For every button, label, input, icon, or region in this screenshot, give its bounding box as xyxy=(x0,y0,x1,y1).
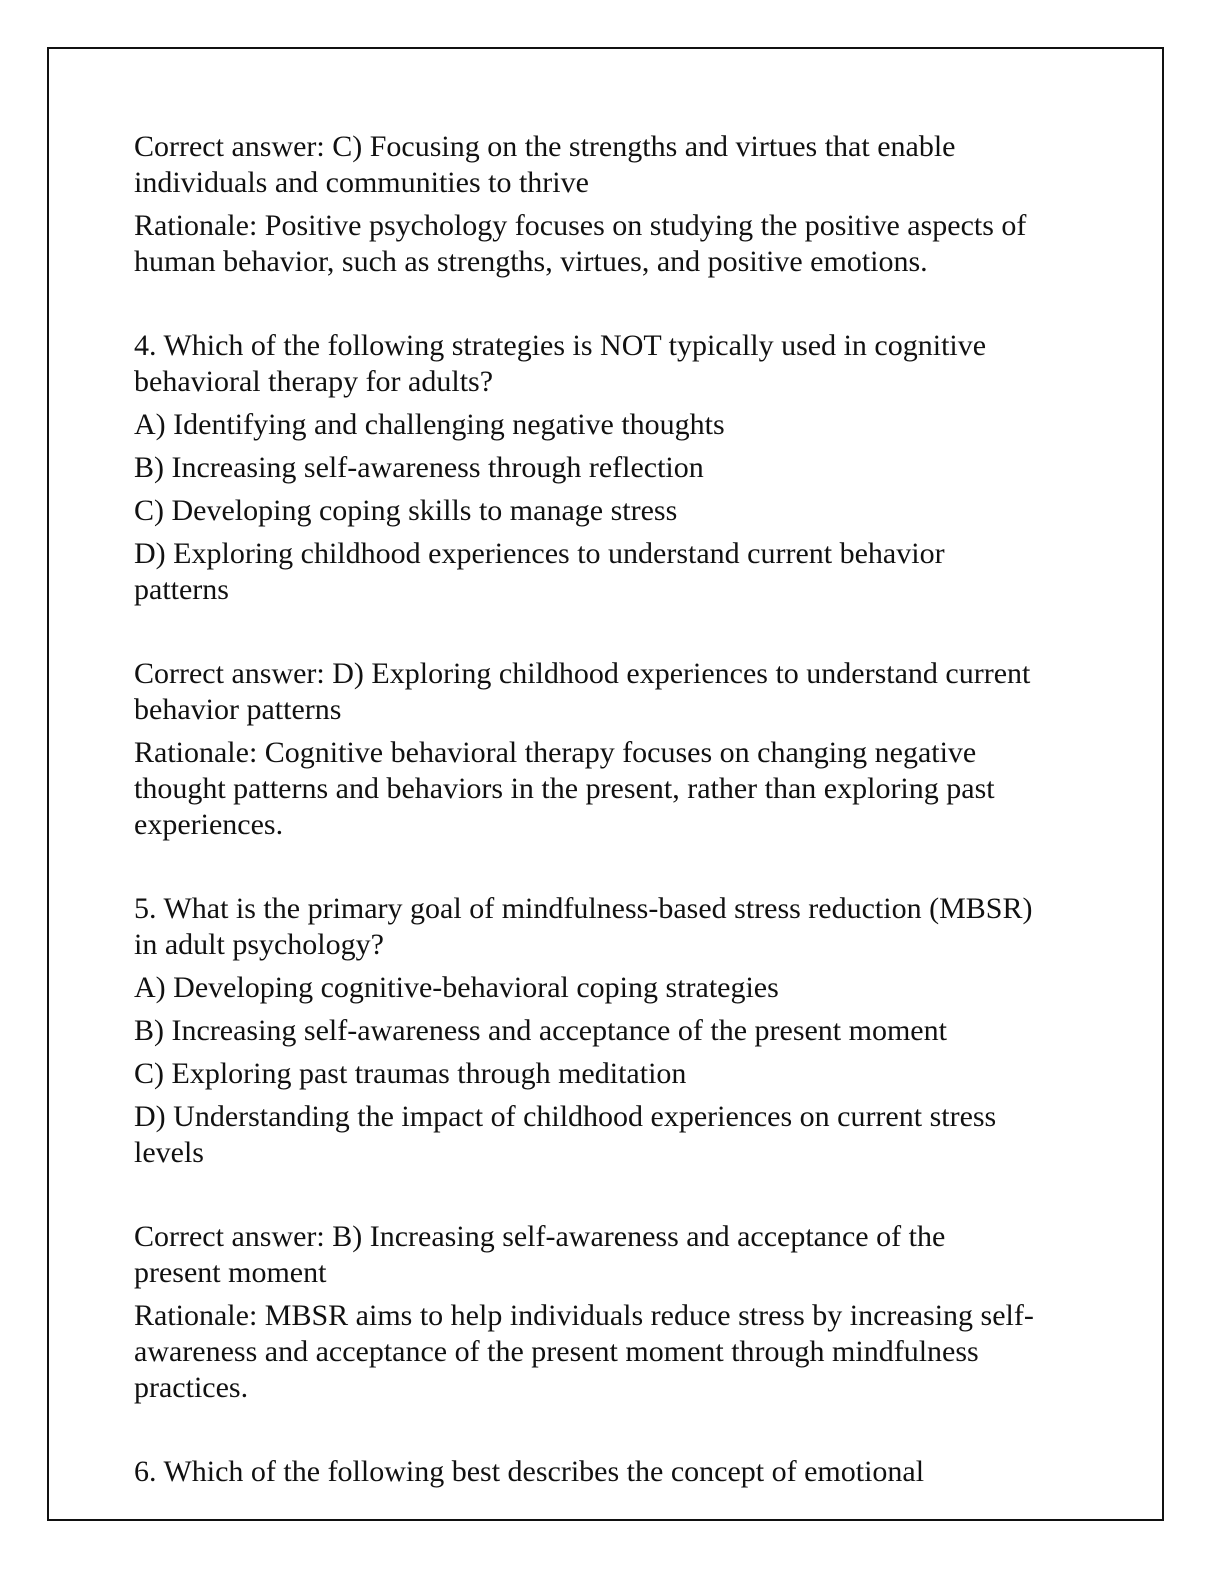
document-content xyxy=(134,129,1034,1497)
question-6: 6. Which of the following best describes the concept of emotional xyxy=(134,1455,925,1488)
rationale-q5: Rationale: MBSR aims to help individuals reduce stress by increasing self-awareness and acceptance of the present moment through mindfulness practices. xyxy=(134,1299,1034,1404)
spacer xyxy=(134,287,1034,328)
option-q5-d: D) Understanding the impact of childhood experiences on current stress levels xyxy=(134,1100,997,1169)
page-frame xyxy=(47,47,1164,1521)
question-5: 5. What is the primary goal of mindfulness-based stress reduction (MBSR) in adult psychology? xyxy=(134,892,1033,961)
spacer xyxy=(134,1413,1034,1454)
spacer xyxy=(134,1178,1034,1219)
option-q4-b: B) Increasing self-awareness through reflection xyxy=(134,451,704,484)
option-q4-d: D) Exploring childhood experiences to understand current behavior patterns xyxy=(134,537,945,606)
correct-answer-q5: Correct answer: B) Increasing self-awareness and acceptance of the present moment xyxy=(134,1220,946,1289)
rationale-q4: Rationale: Cognitive behavioral therapy focuses on changing negative thought patterns and behaviors in the present, rather than exploring past experiences. xyxy=(134,736,995,841)
option-q4-c: C) Developing coping skills to manage stress xyxy=(134,494,678,527)
spacer xyxy=(134,850,1034,891)
correct-answer-q4: Correct answer: D) Exploring childhood experiences to understand current behavior patterns xyxy=(134,657,1031,726)
option-q5-c: C) Exploring past traumas through meditation xyxy=(134,1057,687,1090)
correct-answer-q3: Correct answer: C) Focusing on the strengths and virtues that enable individuals and communities to thrive xyxy=(134,130,956,199)
spacer xyxy=(134,615,1034,656)
option-q4-a: A) Identifying and challenging negative thoughts xyxy=(134,408,725,441)
option-q5-b: B) Increasing self-awareness and acceptance of the present moment xyxy=(134,1014,947,1047)
question-4: 4. Which of the following strategies is NOT typically used in cognitive behavioral therapy for adults? xyxy=(134,329,987,398)
option-q5-a: A) Developing cognitive-behavioral coping strategies xyxy=(134,971,779,1004)
rationale-q3: Rationale: Positive psychology focuses on studying the positive aspects of human behavior, such as strengths, virtues, and positive emotions. xyxy=(134,209,1027,278)
